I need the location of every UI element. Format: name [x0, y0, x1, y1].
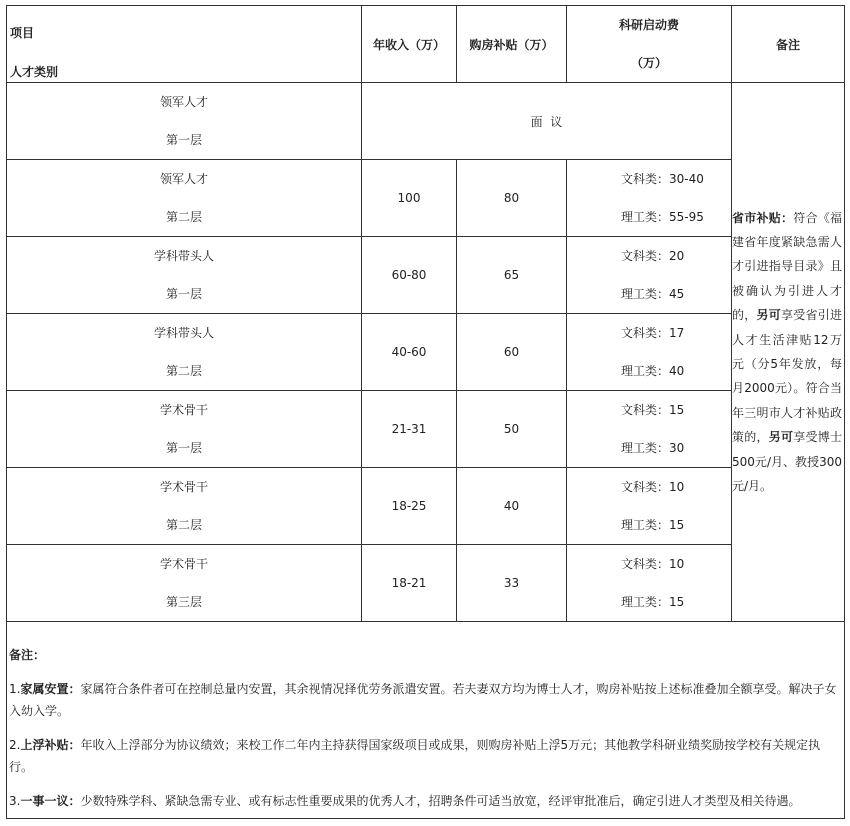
fund-arts: 文科类：10: [621, 557, 685, 571]
category-level: 第二层: [165, 210, 202, 224]
fund-cell: [567, 314, 732, 391]
footer-item-label: 一事一议：: [20, 794, 81, 808]
footer-item-num: 3.: [9, 794, 21, 808]
income-cell: 100: [362, 160, 457, 237]
footer-item: [9, 678, 842, 722]
category-level: 第一层: [165, 441, 202, 455]
table-row: [7, 237, 845, 314]
negotiated-cell: 面 议: [362, 83, 732, 160]
category-cell: [7, 391, 362, 468]
footer-item-text: 年收入上浮部分为协议绩效；来校工作二年内主持获得国家级项目或成果，则购房补贴上浮5万元；其他教学科研业绩奖励按学校有关规定执行。: [9, 738, 821, 774]
fund-cell: [567, 468, 732, 545]
table-row: [7, 545, 845, 622]
corner-cell: [7, 6, 362, 83]
category-name: 领军人才: [159, 172, 208, 186]
category-name: 学科带头人: [153, 326, 214, 340]
header-remark: 备注: [732, 6, 845, 83]
housing-cell: 40: [457, 468, 567, 545]
category-cell: [7, 314, 362, 391]
category-cell: [7, 545, 362, 622]
header-item: 项目: [10, 26, 35, 40]
header-research: [567, 6, 732, 83]
subsidy-label: 省市补贴：: [732, 210, 794, 225]
table-row: [7, 314, 845, 391]
header-research-line2: （万）: [630, 56, 667, 70]
fund-science: 理工类：15: [621, 518, 685, 532]
footer-item-text: 少数特殊学科、紧缺急需专业、或有标志性重要成果的优秀人才，招聘条件可适当放宽，经评审批准后，确定引进人才类型及相关待遇。: [80, 794, 801, 808]
subsidy-bold-1: 另可: [756, 308, 781, 323]
category-cell: [7, 468, 362, 545]
fund-science: 理工类：40: [621, 364, 685, 378]
fund-science: 理工类：30: [621, 441, 685, 455]
income-cell: 40-60: [362, 314, 457, 391]
footer-item-num: 2.: [9, 738, 21, 752]
income-cell: 18-21: [362, 545, 457, 622]
subsidy-text-3: 享受博士500元/月、教授300元/月。: [732, 430, 842, 494]
fund-science: 理工类：55-95: [621, 210, 704, 224]
footer-item-num: 1.: [9, 682, 21, 696]
footer-item-label: 上浮补贴：: [20, 738, 81, 752]
category-level: 第一层: [165, 287, 202, 301]
fund-arts: 文科类：20: [621, 249, 685, 263]
fund-science: 理工类：45: [621, 287, 685, 301]
subsidy-text-1: 符合《福建省年度紧缺急需人才引进指导目录》且被确认为引进人才的，: [732, 210, 842, 323]
footer-item: [9, 790, 842, 812]
income-cell: 21-31: [362, 391, 457, 468]
category-name: 领军人才: [159, 95, 208, 109]
fund-science: 理工类：15: [621, 595, 685, 609]
category-level: 第二层: [165, 364, 202, 378]
housing-cell: 50: [457, 391, 567, 468]
category-cell: [7, 83, 362, 160]
subsidy-remark: [732, 83, 845, 622]
table-row: [7, 391, 845, 468]
housing-cell: 80: [457, 160, 567, 237]
category-name: 学术骨干: [159, 480, 208, 494]
footer-item: [9, 734, 842, 778]
fund-cell: [567, 391, 732, 468]
subsidy-bold-2: 另可: [768, 430, 794, 445]
footer-item-text: 家属符合条件者可在控制总量内安置，其余视情况择优劳务派遣安置。若夫妻双方均为博士人才，购房补贴按上述标准叠加全额享受。解决子女入幼入学。: [9, 682, 837, 718]
category-level: 第二层: [165, 518, 202, 532]
header-income: 年收入（万）: [362, 6, 457, 83]
fund-arts: 文科类：30-40: [621, 172, 704, 186]
footer-notes: [7, 622, 845, 819]
category-name: 学科带头人: [153, 249, 214, 263]
housing-cell: 65: [457, 237, 567, 314]
footer-title: 备注：: [9, 648, 46, 662]
category-name: 学术骨干: [159, 403, 208, 417]
header-category: 人才类别: [10, 65, 59, 79]
subsidy-text-2: 享受省引进人才生活津贴12万元（分5年发放，每月2000元）。符合当年三明市人才补贴政策的，: [732, 308, 842, 445]
footer-row: [7, 622, 845, 819]
fund-arts: 文科类：15: [621, 403, 685, 417]
category-cell: [7, 160, 362, 237]
category-name: 学术骨干: [159, 557, 208, 571]
category-cell: [7, 237, 362, 314]
fund-cell: [567, 545, 732, 622]
table-row: [7, 83, 845, 160]
header-research-line1: 科研启动费: [618, 18, 679, 32]
category-level: 第三层: [165, 595, 202, 609]
table-row: [7, 468, 845, 545]
talent-table: [6, 5, 845, 819]
footer-item-label: 家属安置：: [20, 682, 81, 696]
header-housing: 购房补贴（万）: [457, 6, 567, 83]
table-row: [7, 160, 845, 237]
fund-cell: [567, 160, 732, 237]
header-row: [7, 6, 845, 83]
income-cell: 18-25: [362, 468, 457, 545]
category-level: 第一层: [165, 133, 202, 147]
income-cell: 60-80: [362, 237, 457, 314]
housing-cell: 60: [457, 314, 567, 391]
fund-cell: [567, 237, 732, 314]
housing-cell: 33: [457, 545, 567, 622]
fund-arts: 文科类：10: [621, 480, 685, 494]
fund-arts: 文科类：17: [621, 326, 685, 340]
